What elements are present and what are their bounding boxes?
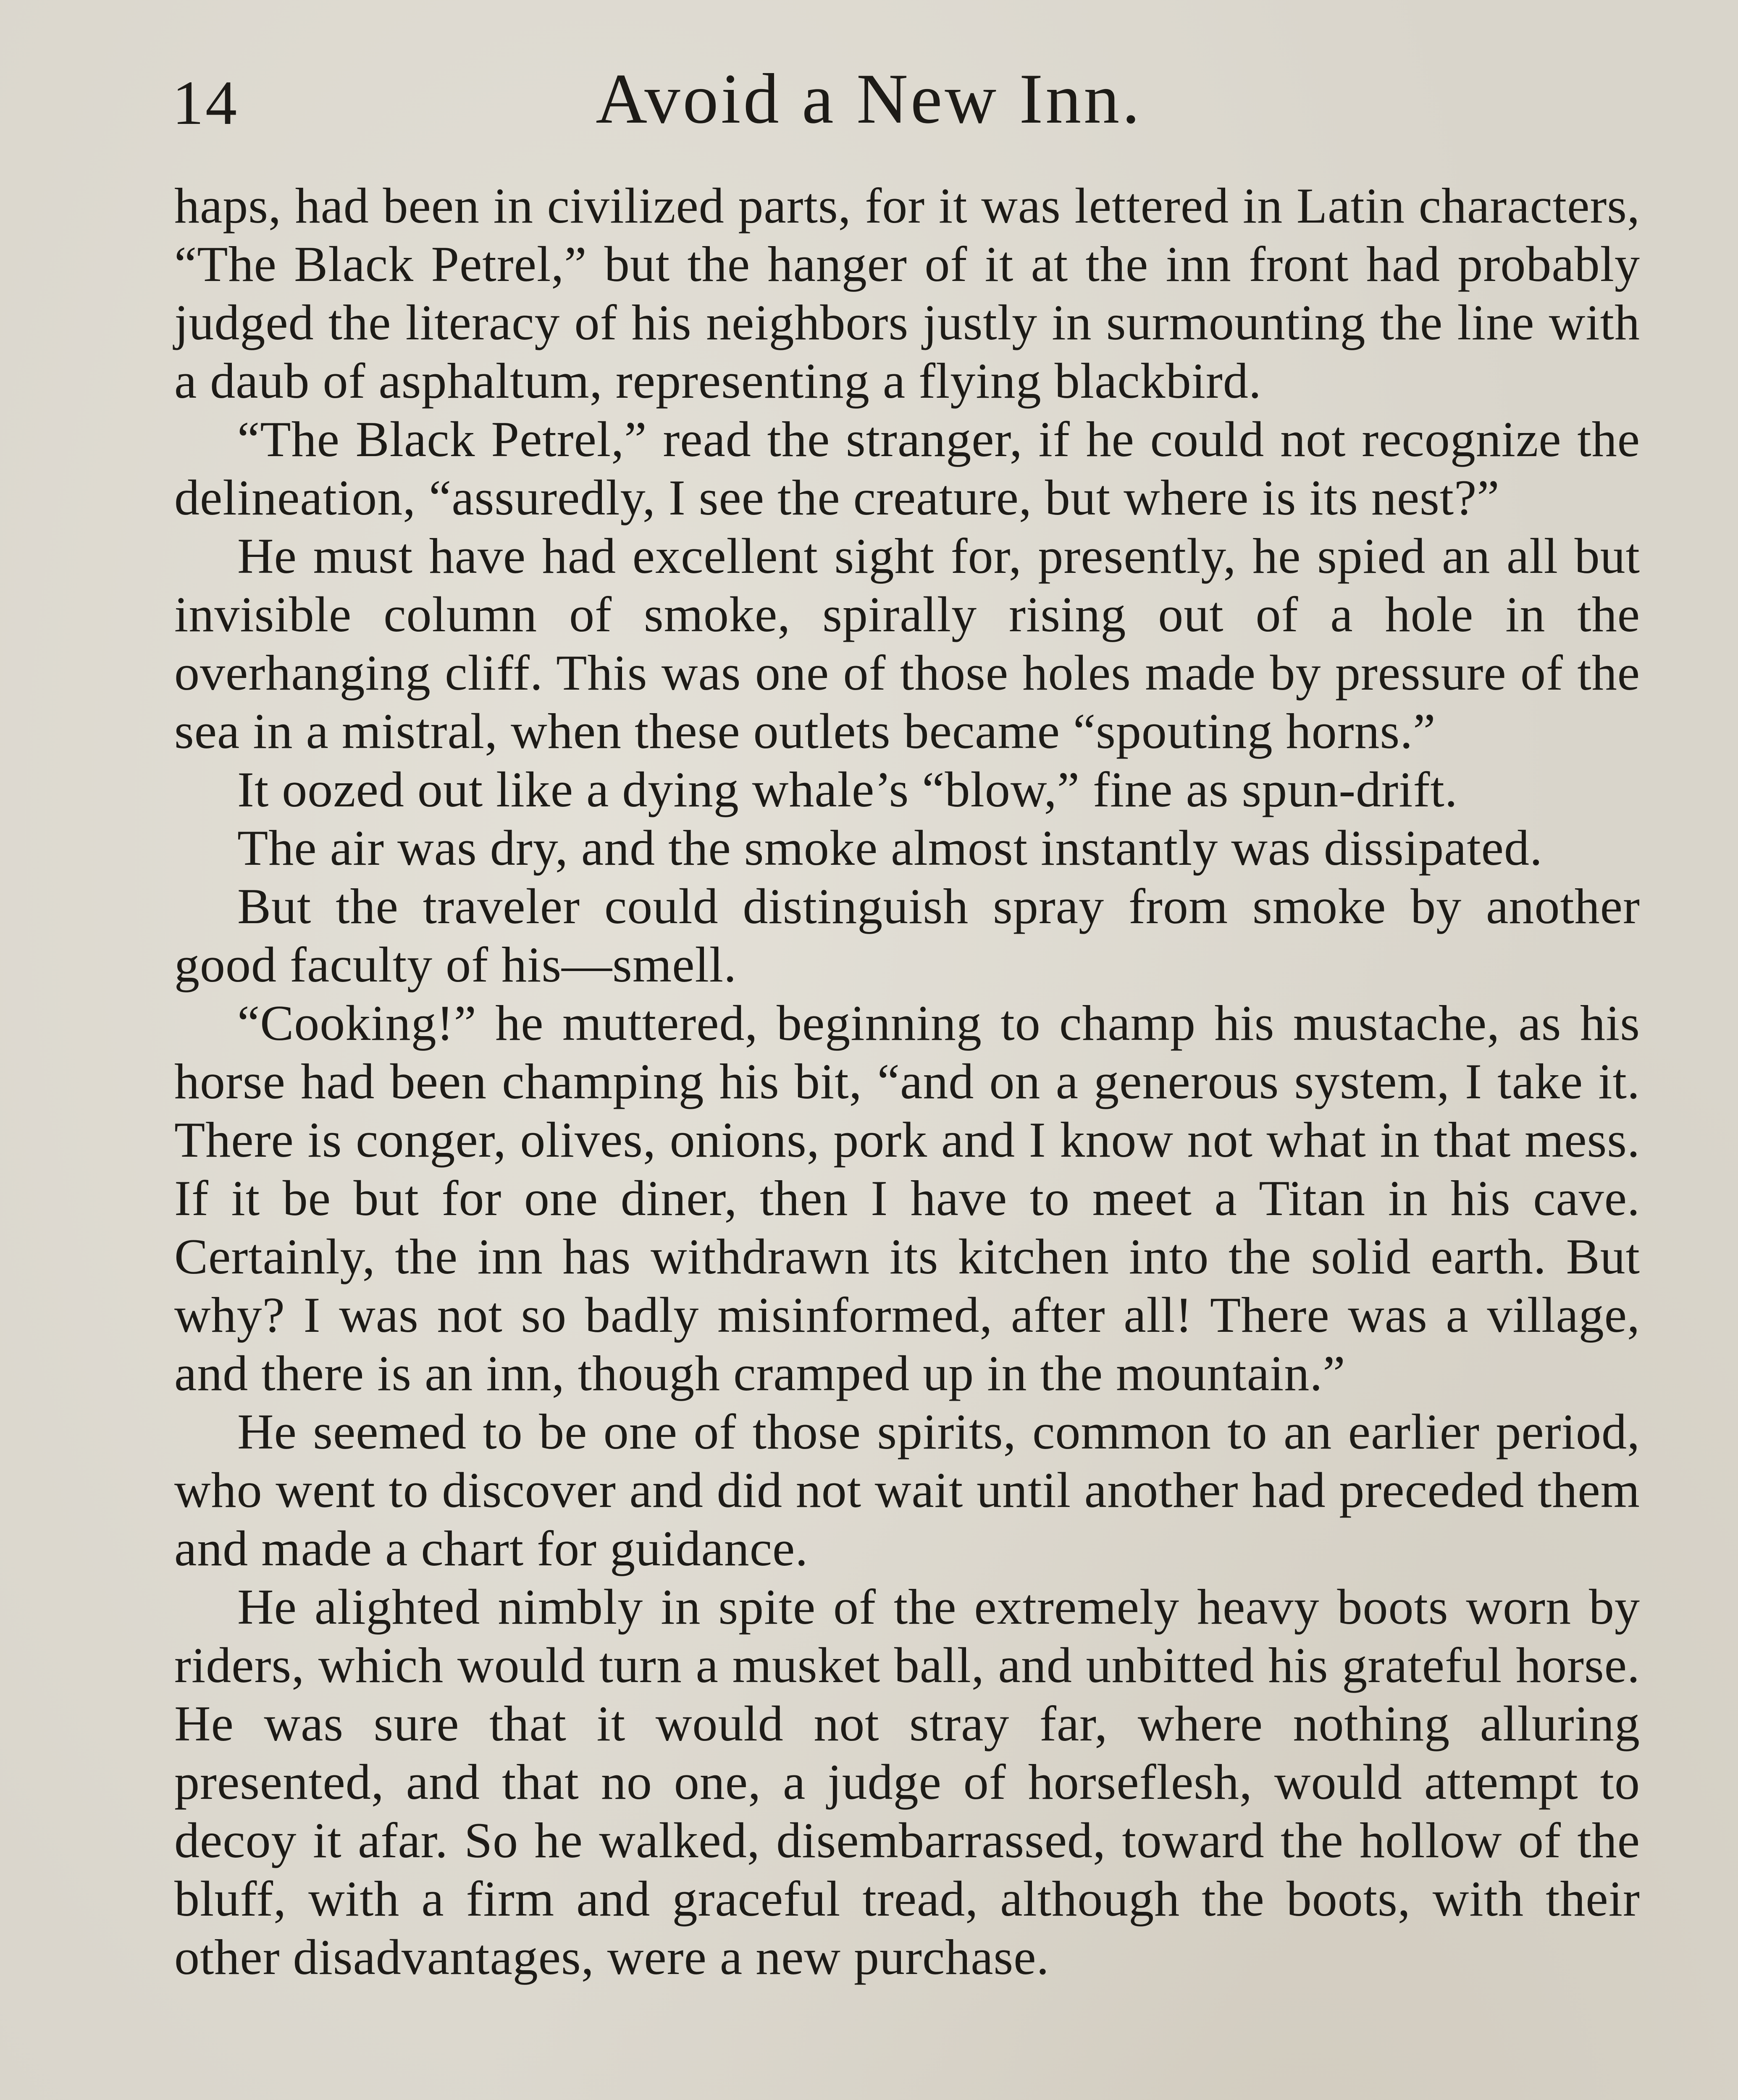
paragraph: “Cooking!” he muttered, beginning to champ his mustache, as his horse had been champing his bit, “and on a generous system, I take it. There is conger, olives, onions, pork and I know not what in that mess. If it be but for one diner, then I have to meet a Titan in his cave. Certainly, the inn has withdrawn its kitchen into the solid earth. But why? I was not so badly misinformed, after all! There was a village, and there is an inn, though cramped up in the mountain.” — [174, 995, 1640, 1401]
paragraph: haps, had been in civilized parts, for it was lettered in Latin characters, “The Black Petrel,” but the hanger of it at the inn front had probably judged the literacy of his neighbors justly in surmounting the line with a daub of asphaltum, representing a flying blackbird. — [174, 178, 1640, 409]
body-text — [174, 176, 1640, 1986]
paragraph: He alighted nimbly in spite of the extremely heavy boots worn by riders, which would turn a musket ball, and unbitted his grateful horse. He was sure that it would not stray far, where nothing alluring presented, and that no one, a judge of horseflesh, would attempt to decoy it afar. So he walked, disembarrassed, toward the hollow of the bluff, with a firm and graceful tread, although the boots, with their other disadvantages, were a new purchase. — [174, 1579, 1640, 1985]
paragraph: He must have had excellent sight for, presently, he spied an all but invisible column of smoke, spirally rising out of a hole in the overhanging cliff. This was one of those holes made by pressure of the sea in a mistral, when these outlets became “spouting horns.” — [174, 528, 1640, 759]
paragraph: It oozed out like a dying whale’s “blow,” fine as spun-drift. — [237, 761, 1458, 817]
page-number: 14 — [172, 68, 239, 138]
running-head: Avoid a New Inn. — [596, 59, 1142, 138]
paragraph: “The Black Petrel,” read the stranger, if he could not recognize the delineation, “assuredly, I see the creature, but where is its nest?” — [174, 411, 1640, 525]
paragraph: But the traveler could distinguish spray from smoke by another good faculty of his—smell. — [174, 878, 1640, 992]
paragraph: He seemed to be one of those spirits, common to an earlier period, who went to discover and did not wait until another had preceded them and made a chart for guidance. — [174, 1404, 1640, 1576]
paragraph: The air was dry, and the smoke almost instantly was dissipated. — [237, 820, 1543, 876]
page-header — [0, 46, 1738, 147]
